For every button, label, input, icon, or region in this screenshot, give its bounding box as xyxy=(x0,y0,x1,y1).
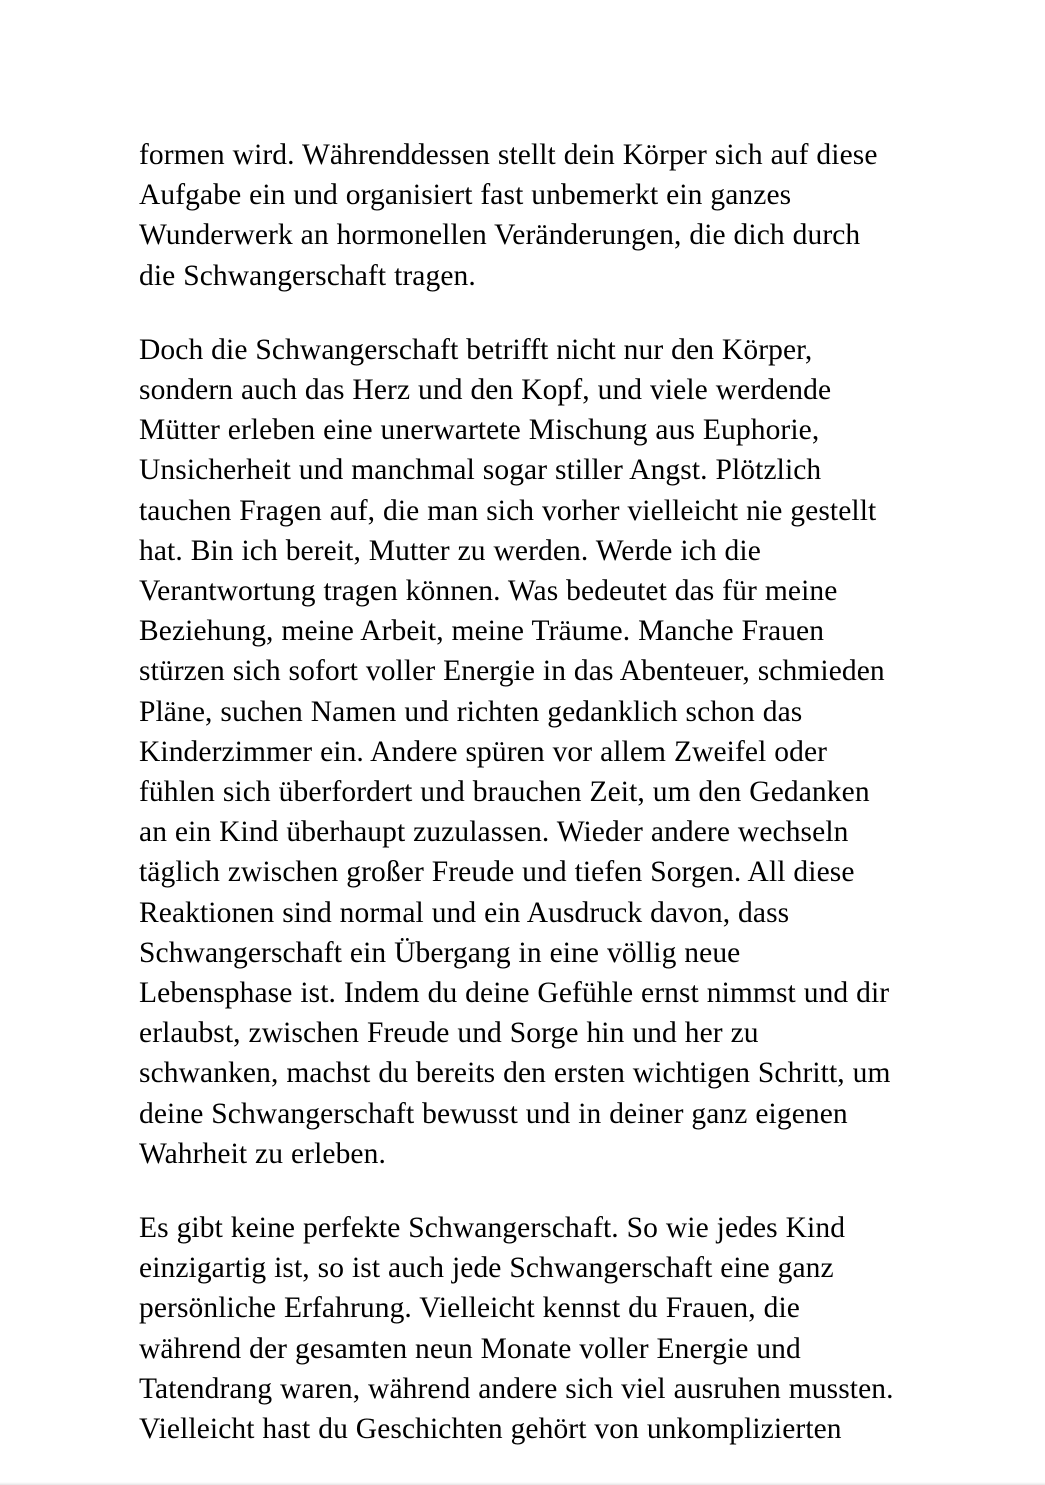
paragraph-2: Doch die Schwangerschaft betrifft nicht nur den Körper, sondern auch das Herz und den Kopf, und viele werdende Mütter erleben eine unerwartete Mischung aus Euphorie, Unsicherheit und manchmal sogar stiller Angst. Plötzlich tauchen Fragen auf, die man sich vorher vielleicht nie gestellt hat. Bin ich bereit, Mutter zu werden. Werde ich die Verantwortung tragen können. Was bedeutet das für meine Beziehung, meine Arbeit, meine Träume. Manche Frauen stürzen sich sofort voller Energie in das Abenteuer, schmieden Pläne, suchen Namen und richten gedanklich schon das Kinderzimmer ein. Andere spüren vor allem Zweifel oder fühlen sich überfordert und brauchen Zeit, um den Gedanken an ein Kind überhaupt zuzulassen. Wieder andere wechseln täglich zwischen großer Freude und tiefen Sorgen. All diese Reaktionen sind normal und ein Ausdruck davon, dass Schwangerschaft ein Übergang in eine völlig neue Lebensphase ist. Indem du deine Gefühle ernst nimmst und dir erlaubst, zwischen Freude und Sorge hin und her zu schwanken, machst du bereits den ersten wichtigen Schritt, um deine Schwangerschaft bewusst und in deiner ganz eigenen Wahrheit zu erleben. xyxy=(139,333,891,1170)
paragraph-3: Es gibt keine perfekte Schwangerschaft. So wie jedes Kind einzigartig ist, so ist auch jede Schwangerschaft eine ganz persönliche Erfahrung. Vielleicht kennst du Frauen, die während der gesamten neun Monate voller Energie und Tatendrang waren, während andere sich viel ausruhen mussten. Vielleicht hast du Geschichten gehört von unkomplizierten xyxy=(139,1212,894,1446)
paragraph-1: formen wird. Währenddessen stellt dein Körper sich auf diese Aufgabe ein und organisiert fast unbemerkt ein ganzes Wunderwerk an hormonellen Veränderungen, die dich durch die Schwangerschaft tragen. xyxy=(139,139,878,292)
body-text-column xyxy=(139,135,901,1449)
